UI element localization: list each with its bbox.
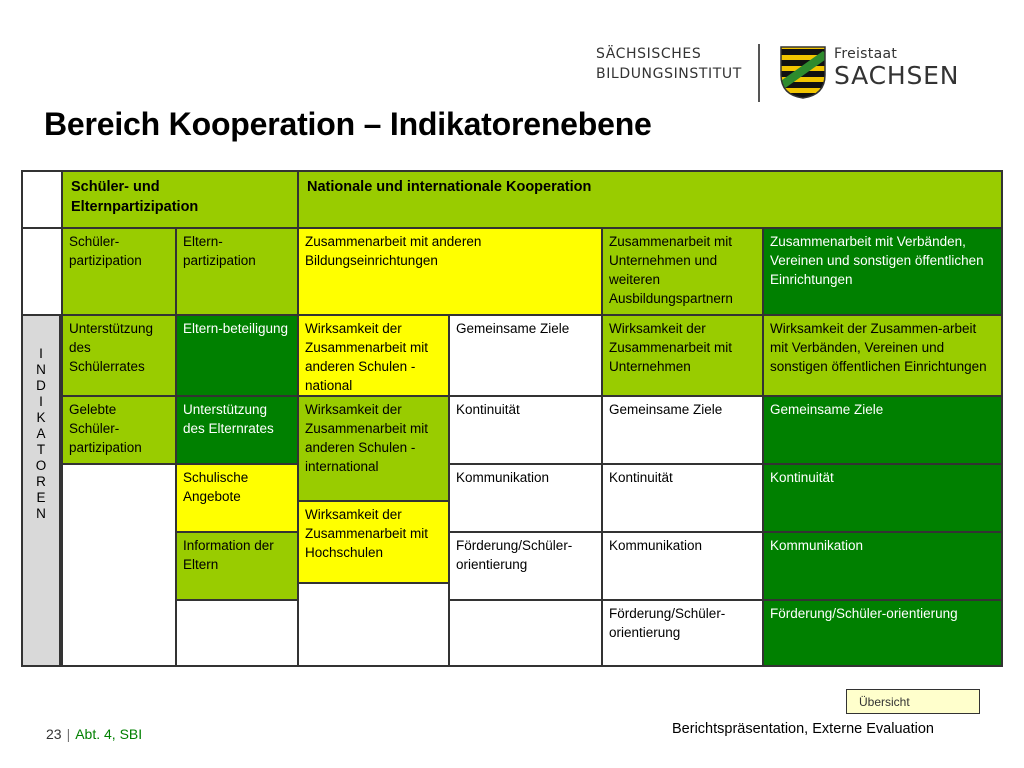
indicator-cell: Eltern-beteiligung	[175, 314, 299, 397]
logo-divider	[758, 44, 760, 102]
indicator-cell: Förderung/Schüler-orientierung	[448, 531, 603, 601]
indicator-cell: Unterstützung des Elternrates	[175, 395, 299, 465]
empty-cell	[448, 599, 603, 667]
indicator-cell: Kommunikation	[601, 531, 764, 601]
indicator-cell: Gemeinsame Ziele	[448, 314, 603, 397]
indicator-cell: Förderung/Schüler-orientierung	[601, 599, 764, 667]
indikatoren-label: I N D I K A T O R E N	[21, 314, 61, 667]
indicator-cell: Gelebte Schüler-partizipation	[61, 395, 177, 465]
empty-cell	[175, 599, 299, 667]
footer-left	[46, 726, 142, 742]
indicator-cell: Kontinuität	[601, 463, 764, 533]
indicator-cell: Wirksamkeit der Zusammenarbeit mit anderen Schulen - national	[297, 314, 450, 397]
sachsen-logo	[834, 46, 974, 90]
sbi-logo-line2: BILDUNGSINSTITUT	[596, 66, 742, 82]
indicator-cell: Gemeinsame Ziele	[762, 395, 1003, 465]
sbi-logo	[596, 44, 742, 84]
indicator-cell: Kontinuität	[762, 463, 1003, 533]
page-number: 23	[46, 726, 62, 742]
overview-button[interactable]: Übersicht	[846, 689, 980, 714]
sachsen-logo-big: SACHSEN	[834, 61, 960, 90]
header-schueler-eltern: Schüler- und Elternpartizipation	[61, 170, 299, 229]
subheader-schuelerpartizipation: Schüler-partizipation	[61, 227, 177, 316]
footer-presentation-label: Berichtspräsentation, Externe Evaluation	[672, 721, 934, 737]
subheader-elternpartizipation: Eltern-partizipation	[175, 227, 299, 316]
table-left-blank-cell	[21, 227, 63, 316]
indicator-cell: Unterstützung des Schülerrates	[61, 314, 177, 397]
footer-separator: |	[66, 726, 71, 742]
empty-cell	[297, 582, 450, 667]
indicator-cell: Schulische Angebote	[175, 463, 299, 533]
subheader-unternehmen: Zusammenarbeit mit Unternehmen und weiteren Ausbildungspartnern	[601, 227, 764, 316]
subheader-verbaende: Zusammenarbeit mit Verbänden, Vereinen und sonstigen öffentlichen Einrichtungen	[762, 227, 1003, 316]
sachsen-logo-small: Freistaat	[834, 46, 898, 62]
empty-cell	[61, 463, 177, 667]
indicator-cell: Förderung/Schüler-orientierung	[762, 599, 1003, 667]
indicator-cell: Kontinuität	[448, 395, 603, 465]
indicator-cell: Wirksamkeit der Zusammen-arbeit mit Verbänden, Vereinen und sonstigen öffentlichen Einrichtungen	[762, 314, 1003, 397]
subheader-bildungseinrichtungen: Zusammenarbeit mit anderen Bildungseinrichtungen	[297, 227, 603, 316]
indicator-cell: Gemeinsame Ziele	[601, 395, 764, 465]
department-label: Abt. 4, SBI	[75, 726, 143, 742]
header-national-international: Nationale und internationale Kooperation	[297, 170, 1003, 229]
table-corner-cell	[21, 170, 63, 229]
saxony-crest-icon	[779, 45, 827, 100]
indicator-cell: Kommunikation	[448, 463, 603, 533]
indicator-cell: Wirksamkeit der Zusammenarbeit mit Unternehmen	[601, 314, 764, 397]
indicator-cell: Wirksamkeit der Zusammenarbeit mit Hochschulen	[297, 500, 450, 584]
indicator-cell: Wirksamkeit der Zusammenarbeit mit anderen Schulen - international	[297, 395, 450, 502]
indicator-cell: Kommunikation	[762, 531, 1003, 601]
indicator-cell: Information der Eltern	[175, 531, 299, 601]
sbi-logo-line1: SÄCHSISCHES	[596, 46, 702, 62]
page-title: Bereich Kooperation – Indikatorenebene	[44, 106, 652, 142]
